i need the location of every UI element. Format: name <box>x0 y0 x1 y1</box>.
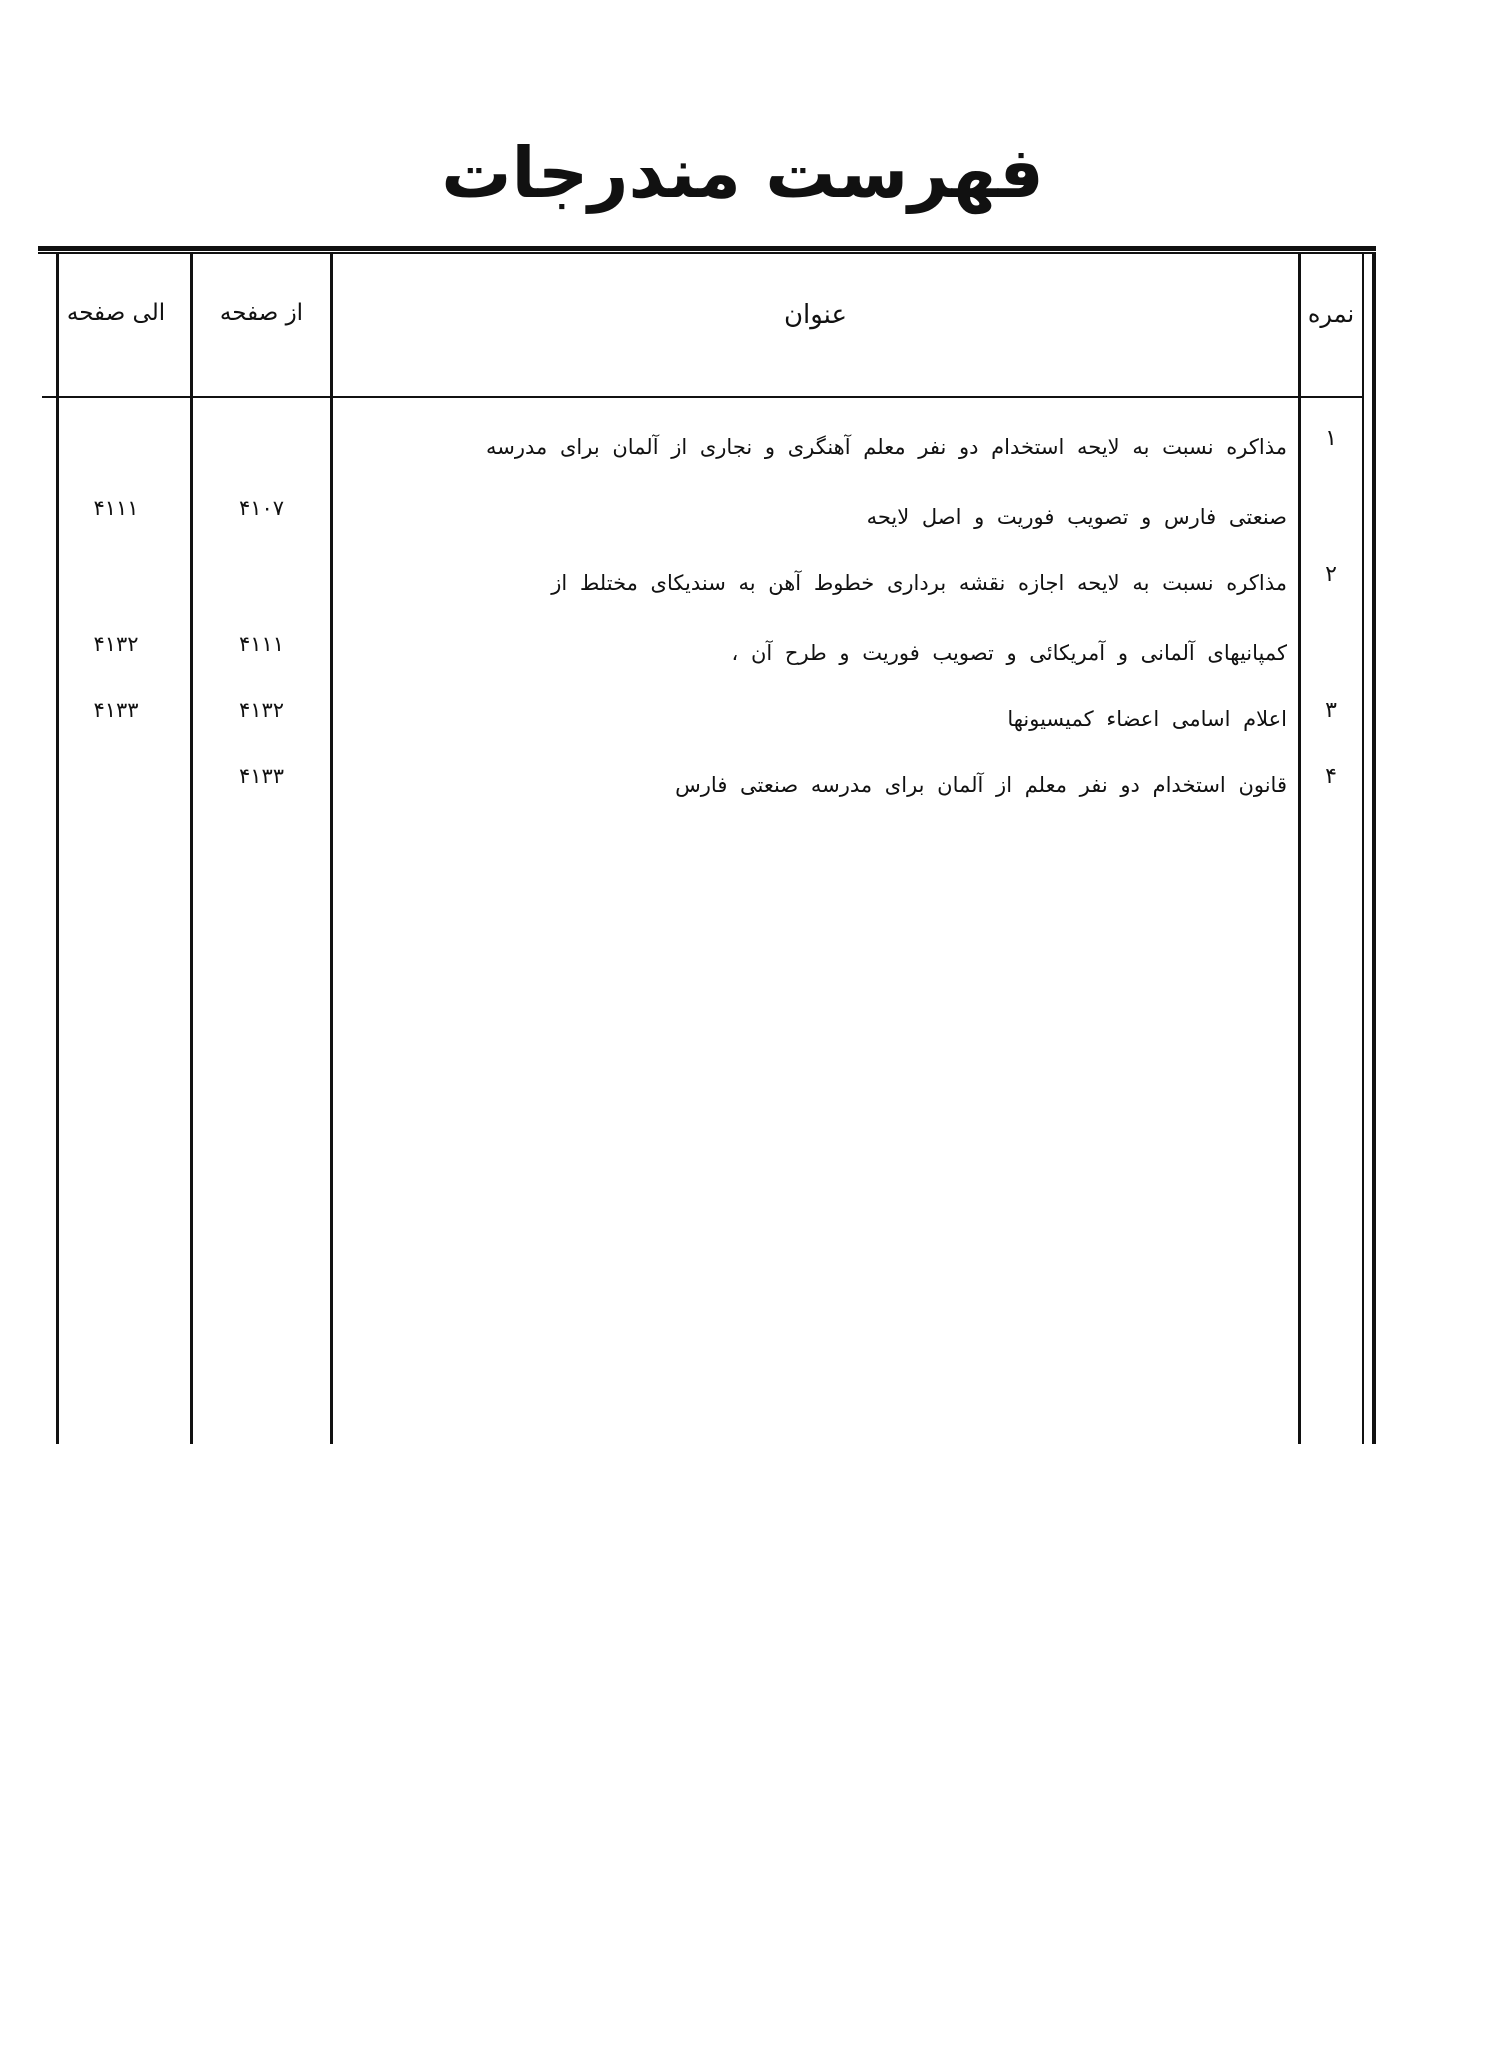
row-number: ۴ <box>1325 764 1337 789</box>
row-from-page: ۴۱۳۲ <box>238 698 285 722</box>
header-to-page: الی صفحه <box>66 300 166 326</box>
row-subject-line: قانون استخدام دو نفر معلم از آلمان برای مدرسه صنعتی فارس <box>675 773 1287 797</box>
table-right-border <box>1372 252 1376 1444</box>
row-number: ۲ <box>1325 562 1337 587</box>
table-left-border <box>56 252 59 1444</box>
header-from-page: از صفحه <box>219 300 304 326</box>
row-to-page: ۴۱۱۱ <box>93 496 139 520</box>
row-subject-line: مذاکره نسبت به لایحه اجازه نقشه برداری خطوط آهن به سندیکای مختلط از <box>551 571 1287 595</box>
row-from-page: ۴۱۳۳ <box>238 764 285 788</box>
row-number: ۳ <box>1325 698 1337 723</box>
row-from-page: ۴۱۰۷ <box>238 496 285 520</box>
row-subject-line: صنعتی فارس و تصویب فوریت و اصل لایحه <box>866 505 1287 529</box>
from-page-column-divider <box>190 252 193 1444</box>
header-number: نمره <box>1307 300 1355 328</box>
table-right-inner-border <box>1362 252 1364 1444</box>
row-from-page: ۴۱۱۱ <box>238 632 285 656</box>
row-to-page: ۴۱۳۲ <box>93 632 139 656</box>
row-subject-line: مذاکره نسبت به لایحه استخدام دو نفر معلم آهنگری و نجاری از آلمان برای مدرسه <box>486 435 1287 459</box>
table-top-border <box>38 246 1376 254</box>
table-header-divider <box>42 396 1364 398</box>
row-number: ۱ <box>1325 426 1337 451</box>
subject-column-divider <box>330 252 333 1444</box>
row-to-page: ۴۱۳۳ <box>93 698 139 722</box>
row-subject-line: اعلام اسامی اعضاء کمیسیونها <box>1007 707 1287 731</box>
row-subject-line: کمپانیهای آلمانی و آمریکائی و تصویب فوریت و طرح آن ، <box>731 641 1287 665</box>
page-title: فهرست مندرجات <box>441 132 1044 214</box>
header-subject: عنوان <box>783 300 848 330</box>
